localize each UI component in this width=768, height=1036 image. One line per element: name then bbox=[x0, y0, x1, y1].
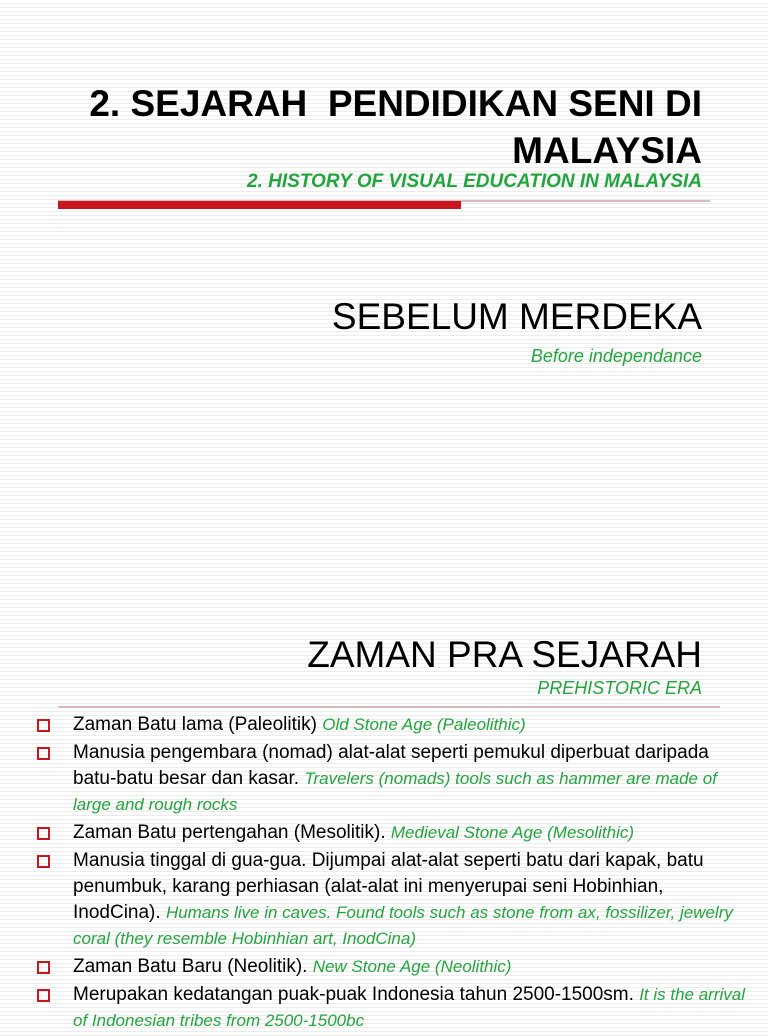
bullet-malay-text: Zaman Batu pertengahan (Mesolitik). bbox=[73, 822, 391, 843]
list-item bbox=[34, 848, 746, 952]
list-item bbox=[34, 982, 746, 1034]
slide-title-line-1: 2. SEJARAH PENDIDIKAN SENI DI bbox=[89, 83, 702, 124]
section-heading-before-independence: SEBELUM MERDEKA bbox=[331, 296, 702, 337]
bullet-malay-text: Merupakan kedatangan puak-puak Indonesia tahun 2500-1500sm. bbox=[73, 984, 640, 1005]
bullet-english-text: New Stone Age (Neolithic) bbox=[312, 957, 512, 976]
slide-title-line-2: MALAYSIA bbox=[512, 130, 702, 171]
slide-subtitle: 2. HISTORY OF VISUAL EDUCATION IN MALAYSIA bbox=[247, 171, 702, 192]
bullet-malay-text: Manusia pengembara (nomad) alat-alat seperti pemukul diperbuat daripada batu-batu besar dan kasar. bbox=[73, 742, 709, 789]
title-divider-accent bbox=[58, 201, 461, 209]
list-item bbox=[34, 740, 746, 818]
section-heading-prehistoric: ZAMAN PRA SEJARAH bbox=[307, 634, 702, 675]
list-item bbox=[34, 820, 746, 846]
square-bullet-icon bbox=[37, 827, 50, 840]
square-bullet-icon bbox=[37, 989, 50, 1002]
list-item bbox=[34, 712, 746, 738]
square-bullet-icon bbox=[37, 719, 50, 732]
bullet-english-text: Old Stone Age (Paleolithic) bbox=[322, 715, 526, 734]
bullet-english-text: Medieval Stone Age (Mesolithic) bbox=[390, 823, 635, 842]
square-bullet-icon bbox=[37, 855, 50, 868]
section-subheading-before-independence: Before independance bbox=[530, 346, 702, 366]
slide-title bbox=[22, 80, 702, 174]
bullet-malay-text: Manusia tinggal di gua-gua. Dijumpai alat-alat seperti batu dari kapak, batu penumbuk, karang perhiasan (alat-alat ini menyerupai seni Hobinhian, InodCina). bbox=[73, 850, 704, 923]
square-bullet-icon bbox=[37, 747, 50, 760]
list-item bbox=[34, 954, 746, 980]
bullet-malay-text: Zaman Batu Baru (Neolitik). bbox=[73, 956, 313, 977]
bullet-english-text: Travelers (nomads) tools such as hammer are made of large and rough rocks bbox=[73, 769, 717, 814]
prehistoric-bullet-list bbox=[34, 712, 746, 1036]
square-bullet-icon bbox=[37, 961, 50, 974]
prehistoric-divider-thin bbox=[58, 706, 720, 708]
section-subheading-prehistoric: PREHISTORIC ERA bbox=[537, 678, 702, 698]
bullet-english-text: Humans live in caves. Found tools such as stone from ax, fossilizer, jewelry coral (they resemble Hobinhian art, InodCina) bbox=[73, 903, 733, 948]
bullet-english-text: It is the arrival of Indonesian tribes from 2500-1500bc bbox=[73, 985, 745, 1030]
bullet-malay-text: Zaman Batu lama (Paleolitik) bbox=[73, 714, 323, 735]
